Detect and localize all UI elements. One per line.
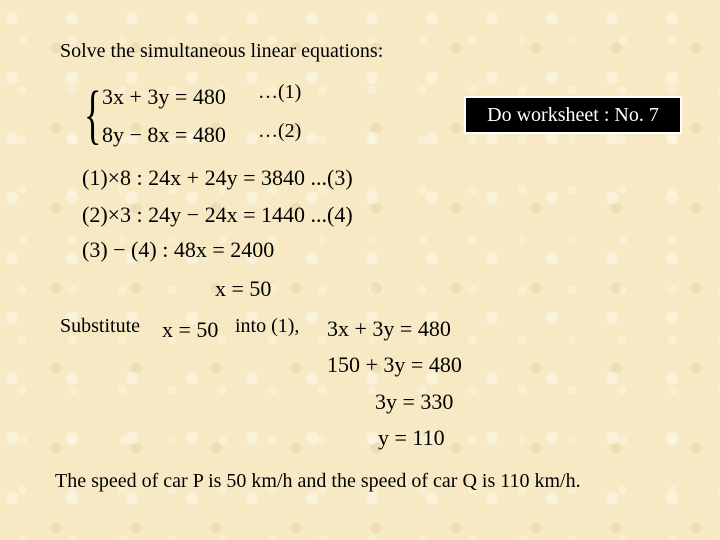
step-multiply-2: (2)×3 : 24y − 24x = 1440 ...(4) — [82, 202, 353, 227]
substitution-line: 150 + 3y = 480 — [327, 352, 462, 377]
problem-title: Solve the simultaneous linear equations: — [60, 40, 384, 62]
substitute-label: Substitute — [60, 315, 141, 337]
equation-1-tag: …(1) — [258, 81, 302, 103]
step-solution-x: x = 50 — [215, 276, 272, 301]
equation-1: 3x + 3y = 480 — [102, 84, 226, 109]
system-brace: { — [84, 78, 102, 151]
substitute-value: x = 50 — [162, 317, 219, 342]
substitution-line: y = 110 — [378, 425, 445, 450]
equation-2-tag: …(2) — [258, 120, 302, 142]
worksheet-note: Do worksheet : No. 7 — [464, 96, 682, 134]
equation-2: 8y − 8x = 480 — [102, 122, 226, 147]
substitution-line: 3y = 330 — [375, 389, 454, 414]
conclusion-text: The speed of car P is 50 km/h and the speed of car Q is 110 km/h. — [55, 470, 581, 492]
substitution-line: 3x + 3y = 480 — [327, 316, 451, 341]
substitute-into: into (1), — [235, 315, 300, 337]
step-multiply-1: (1)×8 : 24x + 24y = 3840 ...(3) — [82, 165, 353, 190]
step-subtract: (3) − (4) : 48x = 2400 — [82, 237, 275, 262]
